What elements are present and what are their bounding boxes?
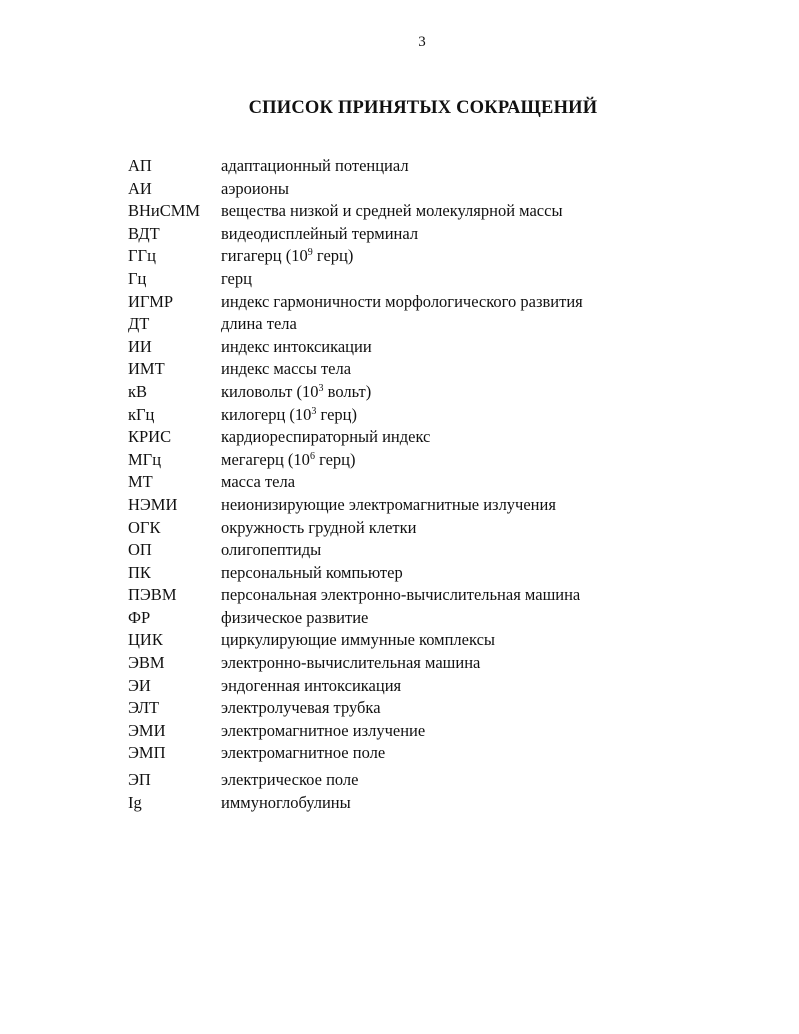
abbreviation: ЭИ bbox=[128, 675, 151, 695]
abbreviation-definition: герц bbox=[221, 268, 252, 288]
exponent: 9 bbox=[307, 247, 313, 259]
definition-text: герц) bbox=[314, 449, 356, 469]
abbreviation: ОГК bbox=[128, 517, 161, 537]
abbreviation: ИИ bbox=[128, 336, 152, 356]
definition-text: гигагерц (10 bbox=[221, 246, 308, 266]
definition-text: герц) bbox=[312, 246, 354, 266]
list-item bbox=[128, 223, 768, 246]
list-item bbox=[128, 404, 768, 427]
abbreviation-definition: электрическое поле bbox=[221, 770, 359, 790]
abbreviation: НЭМИ bbox=[128, 494, 178, 514]
abbreviation: ВДТ bbox=[128, 223, 160, 243]
list-item bbox=[128, 517, 768, 540]
abbreviation: ИМТ bbox=[128, 359, 165, 379]
abbreviation: кГц bbox=[128, 404, 155, 424]
list-item bbox=[128, 449, 768, 472]
list-item bbox=[128, 471, 768, 494]
abbreviation: ВНиСММ bbox=[128, 201, 201, 221]
list-item bbox=[128, 268, 768, 291]
abbreviation: ДТ bbox=[128, 314, 150, 334]
abbreviation: ИГМР bbox=[128, 291, 174, 311]
abbreviation: ЭМИ bbox=[128, 720, 166, 740]
abbreviation-definition bbox=[221, 449, 356, 472]
abbreviation-definition: эндогенная интоксикация bbox=[221, 675, 402, 695]
abbreviation-definition: окружность грудной клетки bbox=[221, 517, 417, 537]
list-item bbox=[128, 720, 768, 743]
abbreviation-definition: аэроионы bbox=[221, 178, 289, 198]
abbreviation-list bbox=[128, 155, 768, 814]
abbreviation: ЭМП bbox=[128, 743, 166, 763]
abbreviation-definition bbox=[221, 245, 353, 268]
abbreviation: ЦИК bbox=[128, 630, 163, 650]
abbreviation-definition: персональная электронно-вычислительная машина bbox=[221, 585, 581, 605]
list-item bbox=[128, 358, 768, 381]
abbreviation: Ig bbox=[128, 792, 142, 812]
abbreviation-definition: электромагнитное излучение bbox=[221, 720, 426, 740]
definition-text: киловольт (10 bbox=[221, 381, 319, 401]
list-item bbox=[128, 607, 768, 630]
abbreviation: МГц bbox=[128, 449, 162, 469]
abbreviation-definition: адаптационный потенциал bbox=[221, 156, 409, 175]
abbreviation-definition bbox=[221, 404, 357, 427]
list-item bbox=[128, 381, 768, 404]
list-item bbox=[128, 792, 768, 815]
list-item bbox=[128, 652, 768, 675]
definition-text: мегагерц (10 bbox=[221, 449, 310, 469]
list-item bbox=[128, 539, 768, 562]
abbreviation-definition: индекс массы тела bbox=[221, 359, 352, 379]
abbreviation-definition: масса тела bbox=[221, 472, 296, 492]
list-item bbox=[128, 336, 768, 359]
abbreviation: ОП bbox=[128, 540, 152, 560]
list-item bbox=[128, 245, 768, 268]
abbreviation-definition: иммуноглобулины bbox=[221, 792, 351, 812]
abbreviation: ПЭВМ bbox=[128, 585, 177, 605]
abbreviation: ЭП bbox=[128, 770, 151, 790]
abbreviation: ФР bbox=[128, 607, 151, 627]
list-item bbox=[128, 155, 768, 178]
abbreviation-definition: кардиореспираторный индекс bbox=[221, 427, 431, 447]
abbreviation-definition: неионизирующие электромагнитные излучения bbox=[221, 494, 556, 514]
list-item bbox=[128, 742, 768, 765]
list-item bbox=[128, 769, 768, 792]
abbreviation: АП bbox=[128, 156, 152, 175]
abbreviation: ГГц bbox=[128, 246, 156, 266]
abbreviation: ЭВМ bbox=[128, 653, 165, 673]
abbreviation-definition: индекс гармоничности морфологического развития bbox=[221, 291, 583, 311]
abbreviation-definition bbox=[221, 381, 371, 404]
page-number: 3 bbox=[418, 34, 426, 50]
list-item bbox=[128, 426, 768, 449]
list-item bbox=[128, 584, 768, 607]
abbreviation-definition: вещества низкой и средней молекулярной массы bbox=[221, 201, 563, 221]
abbreviation: КРИС bbox=[128, 427, 172, 447]
definition-text: килогерц (10 bbox=[221, 404, 312, 424]
exponent: 3 bbox=[311, 405, 317, 417]
list-item bbox=[128, 313, 768, 336]
list-item bbox=[128, 629, 768, 652]
abbreviation-definition: индекс интоксикации bbox=[221, 336, 372, 356]
abbreviation: Гц bbox=[128, 268, 147, 288]
list-item bbox=[128, 697, 768, 720]
abbreviation: АИ bbox=[128, 178, 152, 198]
abbreviation: кВ bbox=[128, 381, 148, 401]
exponent: 3 bbox=[318, 382, 324, 394]
definition-text: герц) bbox=[316, 404, 357, 424]
abbreviation-definition: электромагнитное поле bbox=[221, 743, 386, 763]
definition-text: вольт) bbox=[323, 381, 372, 401]
abbreviation-definition: видеодисплейный терминал bbox=[221, 223, 419, 243]
list-item bbox=[128, 562, 768, 585]
exponent: 6 bbox=[309, 450, 315, 462]
abbreviation-definition: физическое развитие bbox=[221, 607, 369, 627]
abbreviation-definition: олигопептиды bbox=[221, 540, 322, 560]
abbreviation-definition: длина тела bbox=[221, 314, 297, 334]
abbreviation: МТ bbox=[128, 472, 153, 492]
abbreviation: ЭЛТ bbox=[128, 698, 160, 718]
list-item bbox=[128, 675, 768, 698]
abbreviation: ПК bbox=[128, 562, 151, 582]
list-item bbox=[128, 200, 768, 223]
list-item bbox=[128, 291, 768, 314]
list-item bbox=[128, 494, 768, 517]
abbreviation-definition: персональный компьютер bbox=[221, 562, 403, 582]
page-title: СПИСОК ПРИНЯТЫХ СОКРАЩЕНИЙ bbox=[248, 98, 598, 118]
list-item bbox=[128, 178, 768, 201]
abbreviation-definition: электролучевая трубка bbox=[221, 698, 381, 718]
abbreviation-definition: циркулирующие иммунные комплексы bbox=[221, 630, 495, 650]
abbreviation-definition: электронно-вычислительная машина bbox=[221, 653, 481, 673]
